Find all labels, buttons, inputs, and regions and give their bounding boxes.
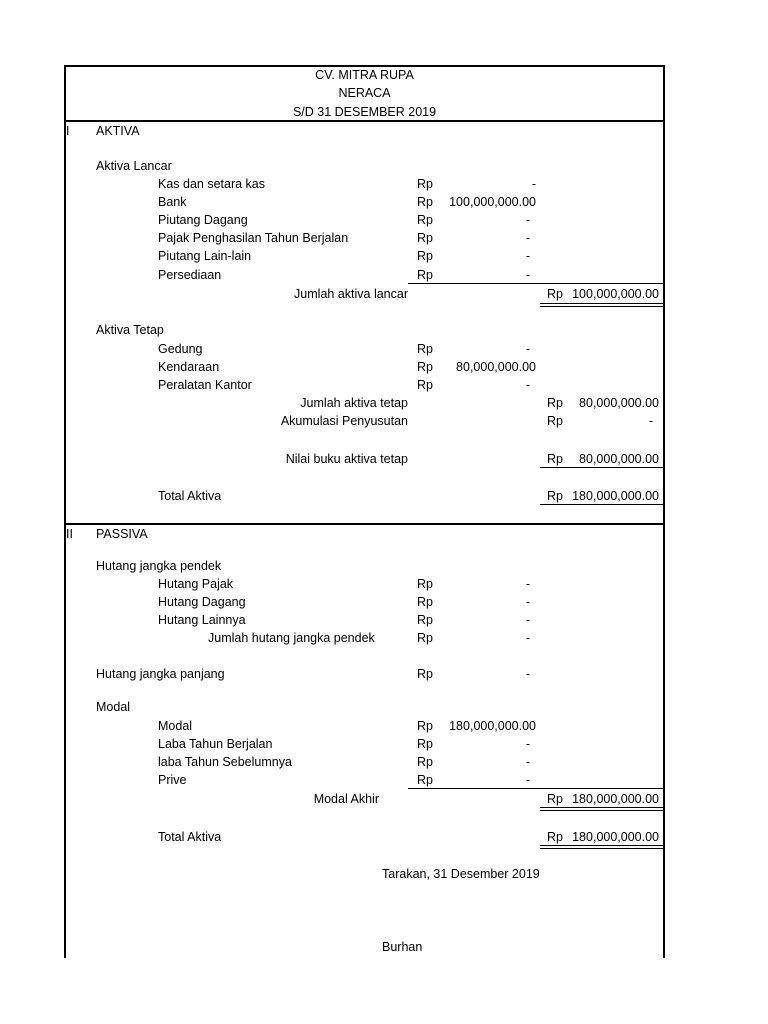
total-aktiva-rp: Rp <box>547 489 563 503</box>
item-label: Laba Tahun Berjalan <box>158 737 273 751</box>
jumlah-aktiva-lancar-value: 100,000,000.00 <box>572 287 659 301</box>
header-divider <box>64 120 665 122</box>
item-label: laba Tahun Sebelumnya <box>158 755 292 769</box>
section-number-passiva: II <box>66 527 73 541</box>
item-label: Hutang Pajak <box>158 577 234 591</box>
total-aktiva-value: 180,000,000.00 <box>572 489 659 503</box>
item-rp: Rp <box>417 613 433 627</box>
item-value: 80,000,000.00 <box>456 360 536 374</box>
subsection-aktiva-lancar: Aktiva Lancar <box>96 159 172 173</box>
item-label: Prive <box>158 773 187 787</box>
item-value: 100,000,000.00 <box>449 195 536 209</box>
jumlah-aktiva-tetap-rp: Rp <box>547 396 563 410</box>
hutang-panjang-label: Hutang jangka panjang <box>96 667 225 681</box>
item-rp: Rp <box>417 755 433 769</box>
place-date: Tarakan, 31 Desember 2019 <box>382 867 540 881</box>
item-label: Pajak Penghasilan Tahun Berjalan <box>158 231 349 245</box>
item-label: Piutang Lain-lain <box>158 249 252 263</box>
item-label: Gedung <box>158 342 203 356</box>
double-underline-modal-2 <box>540 810 664 811</box>
double-underline-1 <box>540 303 664 304</box>
item-rp: Rp <box>417 268 433 282</box>
jumlah-aktiva-lancar-label: Jumlah aktiva lancar <box>294 287 408 301</box>
underline-modal <box>408 788 664 789</box>
total-aktiva-label: Total Aktiva <box>158 489 222 503</box>
item-value: - <box>531 177 536 191</box>
akumulasi-penyusutan-rp: Rp <box>547 414 563 428</box>
jumlah-hutang-pendek-value: - <box>525 631 530 645</box>
item-rp: Rp <box>417 195 433 209</box>
item-value: - <box>525 755 530 769</box>
double-underline-total-2 <box>540 848 664 849</box>
section-number-aktiva: I <box>66 124 70 138</box>
item-label: Piutang Dagang <box>158 213 248 227</box>
border-right <box>663 65 665 958</box>
item-label: Hutang Dagang <box>158 595 246 609</box>
total-passiva-value: 180,000,000.00 <box>572 830 659 844</box>
modal-akhir-value: 180,000,000.00 <box>572 792 659 806</box>
underline-nilai-buku <box>540 467 664 468</box>
item-label: Kas dan setara kas <box>158 177 266 191</box>
subsection-aktiva-tetap: Aktiva Tetap <box>96 323 164 337</box>
item-rp: Rp <box>417 249 433 263</box>
item-rp: Rp <box>417 737 433 751</box>
hutang-panjang-rp: Rp <box>417 667 433 681</box>
company-name: CV. MITRA RUPA <box>315 68 414 82</box>
total-passiva-label: Total Aktiva <box>158 830 222 844</box>
item-label: Modal <box>158 719 193 733</box>
double-underline-2 <box>540 306 664 307</box>
akumulasi-penyusutan-label: Akumulasi Penyusutan <box>280 414 408 428</box>
item-value: - <box>525 613 530 627</box>
item-label: Kendaraan <box>158 360 220 374</box>
nilai-buku-rp: Rp <box>547 452 563 466</box>
double-underline-modal-1 <box>540 807 664 808</box>
border-left <box>64 65 66 958</box>
item-value: - <box>525 342 530 356</box>
akumulasi-penyusutan-value: - <box>648 414 653 428</box>
nilai-buku-value: 80,000,000.00 <box>579 452 659 466</box>
item-value: - <box>525 595 530 609</box>
total-passiva-rp: Rp <box>547 830 563 844</box>
item-rp: Rp <box>417 342 433 356</box>
item-rp: Rp <box>417 177 433 191</box>
jumlah-hutang-pendek-label: Jumlah hutang jangka pendek <box>208 631 375 645</box>
item-value: - <box>525 773 530 787</box>
item-value: 180,000,000.00 <box>449 719 536 733</box>
hutang-panjang-value: - <box>525 667 530 681</box>
item-rp: Rp <box>417 378 433 392</box>
underline-lancar <box>408 283 664 284</box>
item-value: - <box>525 213 530 227</box>
item-value: - <box>525 737 530 751</box>
double-underline-total-1 <box>540 845 664 846</box>
modal-akhir-rp: Rp <box>547 792 563 806</box>
item-rp: Rp <box>417 360 433 374</box>
jumlah-aktiva-tetap-value: 80,000,000.00 <box>579 396 659 410</box>
report-title: NERACA <box>338 86 391 100</box>
item-rp: Rp <box>417 719 433 733</box>
modal-akhir-label: Modal Akhir <box>313 792 379 806</box>
section-divider <box>64 523 665 525</box>
item-label: Bank <box>158 195 187 209</box>
jumlah-hutang-pendek-rp: Rp <box>417 631 433 645</box>
item-rp: Rp <box>417 595 433 609</box>
subsection-modal: Modal <box>96 700 131 714</box>
section-title-aktiva: AKTIVA <box>96 124 140 138</box>
item-value: - <box>525 249 530 263</box>
item-value: - <box>525 378 530 392</box>
item-rp: Rp <box>417 773 433 787</box>
nilai-buku-label: Nilai buku aktiva tetap <box>285 452 408 466</box>
jumlah-aktiva-lancar-rp: Rp <box>547 287 563 301</box>
section-title-passiva: PASSIVA <box>96 527 148 541</box>
item-label: Peralatan Kantor <box>158 378 252 392</box>
item-value: - <box>525 577 530 591</box>
signer-name: Burhan <box>382 940 423 954</box>
item-label: Hutang Lainnya <box>158 613 246 627</box>
report-period: S/D 31 DESEMBER 2019 <box>292 105 437 119</box>
subsection-hutang-pendek: Hutang jangka pendek <box>96 559 222 573</box>
jumlah-aktiva-tetap-label: Jumlah aktiva tetap <box>300 396 408 410</box>
item-label: Persediaan <box>158 268 222 282</box>
item-value: - <box>525 268 530 282</box>
underline-total-aktiva <box>540 504 664 505</box>
item-rp: Rp <box>417 231 433 245</box>
item-rp: Rp <box>417 577 433 591</box>
item-rp: Rp <box>417 213 433 227</box>
item-value: - <box>525 231 530 245</box>
